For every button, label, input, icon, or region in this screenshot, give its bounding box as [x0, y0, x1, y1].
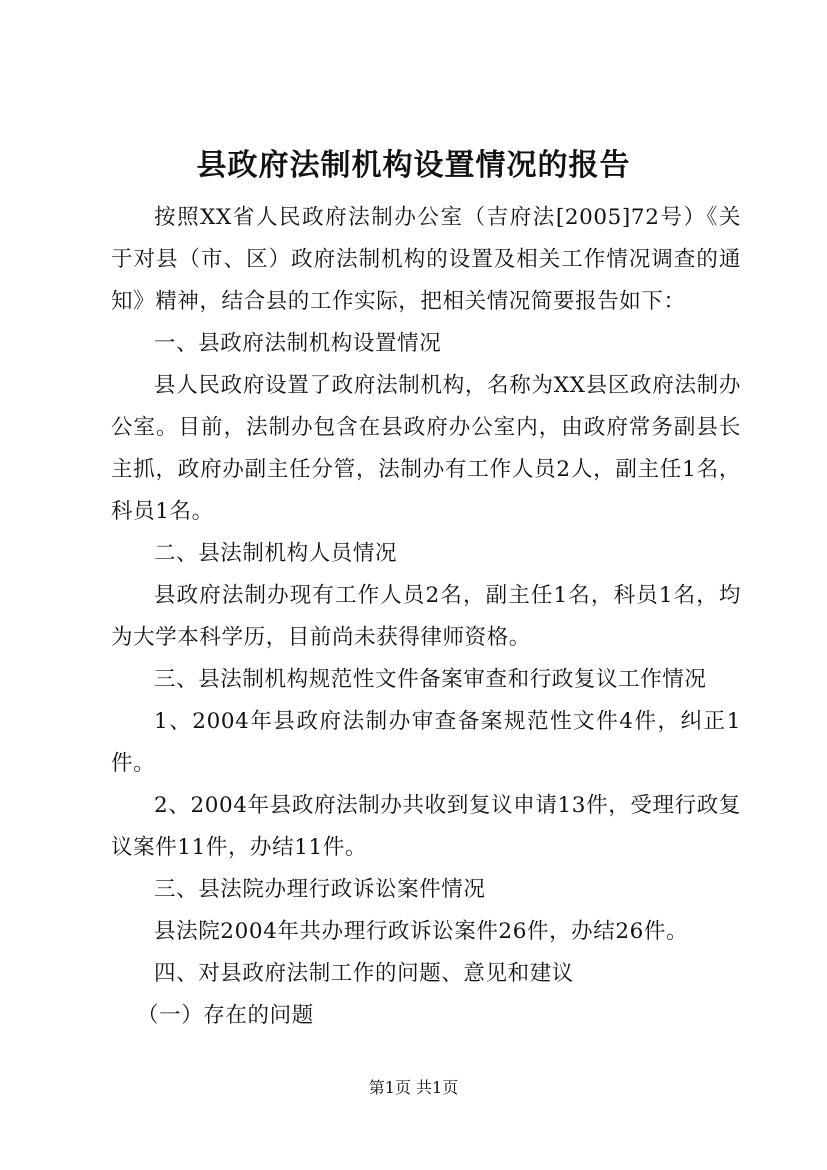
- section-heading-1: 一、县政府法制机构设置情况: [154, 331, 442, 356]
- paragraph-court: 县法院2004年共办理行政诉讼案件26件，办结26件。: [154, 919, 689, 944]
- paragraph-setup: 县人民政府设置了政府法制机构，名称为XX县区政府法制办公室。目前，法制办包含在县政府办公室内，由政府常务副县长主抓，政府办副主任分管，法制办有工作人员2人，副主任1名，科员1名。: [111, 373, 741, 524]
- section-heading-court: 三、县法院办理行政诉讼案件情况: [154, 877, 486, 902]
- document-body: [111, 197, 741, 1037]
- section-heading-3: 三、县法制机构规范性文件备案审查和行政复议工作情况: [154, 667, 707, 692]
- list-item-2: 2、2004年县政府法制办共收到复议申请13件，受理行政复议案件11件，办结11件。: [111, 793, 741, 860]
- section-heading-2: 二、县法制机构人员情况: [154, 541, 398, 566]
- document-title: 县政府法制机构设置情况的报告: [196, 148, 631, 183]
- subsection-heading-problems: （一）存在的问题: [137, 1003, 314, 1028]
- paragraph-intro: 按照XX省人民政府法制办公室（吉府法[2005]72号）《关于对县（市、区）政府法制机构的设置及相关工作情况调查的通知》精神，结合县的工作实际，把相关情况简要报告如下：: [111, 205, 741, 314]
- section-heading-4: 四、对县政府法制工作的问题、意见和建议: [154, 961, 574, 986]
- page-footer: 第1页 共1页: [368, 1078, 459, 1097]
- paragraph-staff: 县政府法制办现有工作人员2名，副主任1名，科员1名，均为大学本科学历，目前尚未获得律师资格。: [111, 583, 741, 650]
- list-item-1: 1、2004年县政府法制办审查备案规范性文件4件，纠正1件。: [111, 709, 741, 776]
